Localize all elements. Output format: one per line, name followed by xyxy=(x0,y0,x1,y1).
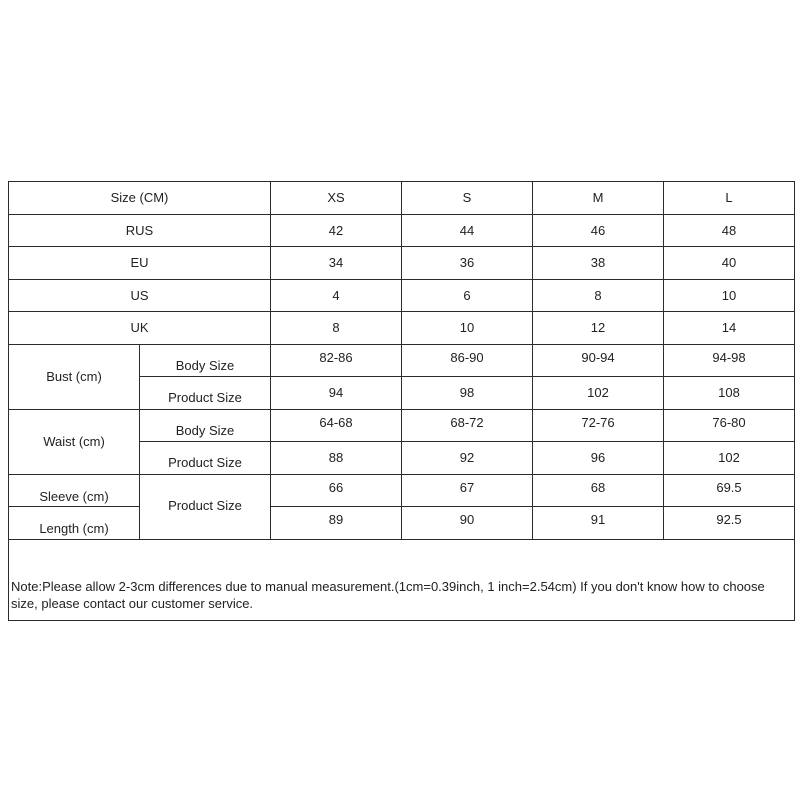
header-size-s: S xyxy=(402,182,533,215)
cell-value: 102 xyxy=(664,442,795,475)
header-row xyxy=(9,182,795,215)
note-text: Note:Please allow 2-3cm differences due to manual measurement.(1cm=0.39inch, 1 inch=2.54cm) If you don't know how to choose size, please contact our customer service. xyxy=(11,578,765,611)
cell-value: 48 xyxy=(664,214,795,247)
cell-value: 36 xyxy=(402,247,533,280)
cell-value: 66 xyxy=(271,474,402,507)
cell-value: 98 xyxy=(402,377,533,410)
sub-label-product-size: Product Size xyxy=(140,377,271,410)
cell-value: 68-72 xyxy=(402,409,533,442)
cell-value: 88 xyxy=(271,442,402,475)
sub-label-body-size: Body Size xyxy=(140,344,271,377)
table-row-bust-body xyxy=(9,344,795,377)
cell-value: 102 xyxy=(533,377,664,410)
cell-value: 10 xyxy=(402,312,533,345)
table-row-us xyxy=(9,279,795,312)
cell-value: 4 xyxy=(271,279,402,312)
row-label-bust: Bust (cm) xyxy=(9,344,140,409)
spacer-row xyxy=(9,539,795,566)
cell-value: 14 xyxy=(664,312,795,345)
cell-value: 92.5 xyxy=(664,507,795,540)
cell-value: 86-90 xyxy=(402,344,533,377)
cell-value: 108 xyxy=(664,377,795,410)
cell-value: 8 xyxy=(533,279,664,312)
header-size-m: M xyxy=(533,182,664,215)
note-row xyxy=(9,566,795,621)
cell-value: 92 xyxy=(402,442,533,475)
cell-value: 94-98 xyxy=(664,344,795,377)
size-chart-table xyxy=(8,181,795,621)
cell-value: 96 xyxy=(533,442,664,475)
header-size-xs: XS xyxy=(271,182,402,215)
table-row-sleeve xyxy=(9,474,795,507)
row-label-uk: UK xyxy=(9,312,271,345)
cell-value: 6 xyxy=(402,279,533,312)
cell-value: 12 xyxy=(533,312,664,345)
cell-value: 69.5 xyxy=(664,474,795,507)
cell-value: 42 xyxy=(271,214,402,247)
row-label-rus: RUS xyxy=(9,214,271,247)
cell-value: 44 xyxy=(402,214,533,247)
cell-value: 68 xyxy=(533,474,664,507)
cell-value: 8 xyxy=(271,312,402,345)
cell-value: 91 xyxy=(533,507,664,540)
row-label-sleeve: Sleeve (cm) xyxy=(9,474,140,507)
cell-value: 10 xyxy=(664,279,795,312)
cell-value: 72-76 xyxy=(533,409,664,442)
cell-value: 82-86 xyxy=(271,344,402,377)
table-row-rus xyxy=(9,214,795,247)
cell-value: 89 xyxy=(271,507,402,540)
header-size-l: L xyxy=(664,182,795,215)
cell-value: 46 xyxy=(533,214,664,247)
row-label-eu: EU xyxy=(9,247,271,280)
cell-value: 76-80 xyxy=(664,409,795,442)
table-row-waist-body xyxy=(9,409,795,442)
header-size-label: Size (CM) xyxy=(9,182,271,215)
sub-label-body-size: Body Size xyxy=(140,409,271,442)
cell-value: 40 xyxy=(664,247,795,280)
cell-value: 64-68 xyxy=(271,409,402,442)
cell-value: 67 xyxy=(402,474,533,507)
blank-row xyxy=(9,539,795,566)
note-cell xyxy=(9,566,795,621)
cell-value: 90 xyxy=(402,507,533,540)
table-row-length xyxy=(9,507,795,540)
row-label-us: US xyxy=(9,279,271,312)
row-label-waist: Waist (cm) xyxy=(9,409,140,474)
cell-value: 94 xyxy=(271,377,402,410)
table-row-uk xyxy=(9,312,795,345)
table-row-eu xyxy=(9,247,795,280)
cell-value: 38 xyxy=(533,247,664,280)
row-label-length: Length (cm) xyxy=(9,507,140,540)
sub-label-product-size: Product Size xyxy=(140,474,271,539)
sub-label-product-size: Product Size xyxy=(140,442,271,475)
cell-value: 34 xyxy=(271,247,402,280)
cell-value: 90-94 xyxy=(533,344,664,377)
